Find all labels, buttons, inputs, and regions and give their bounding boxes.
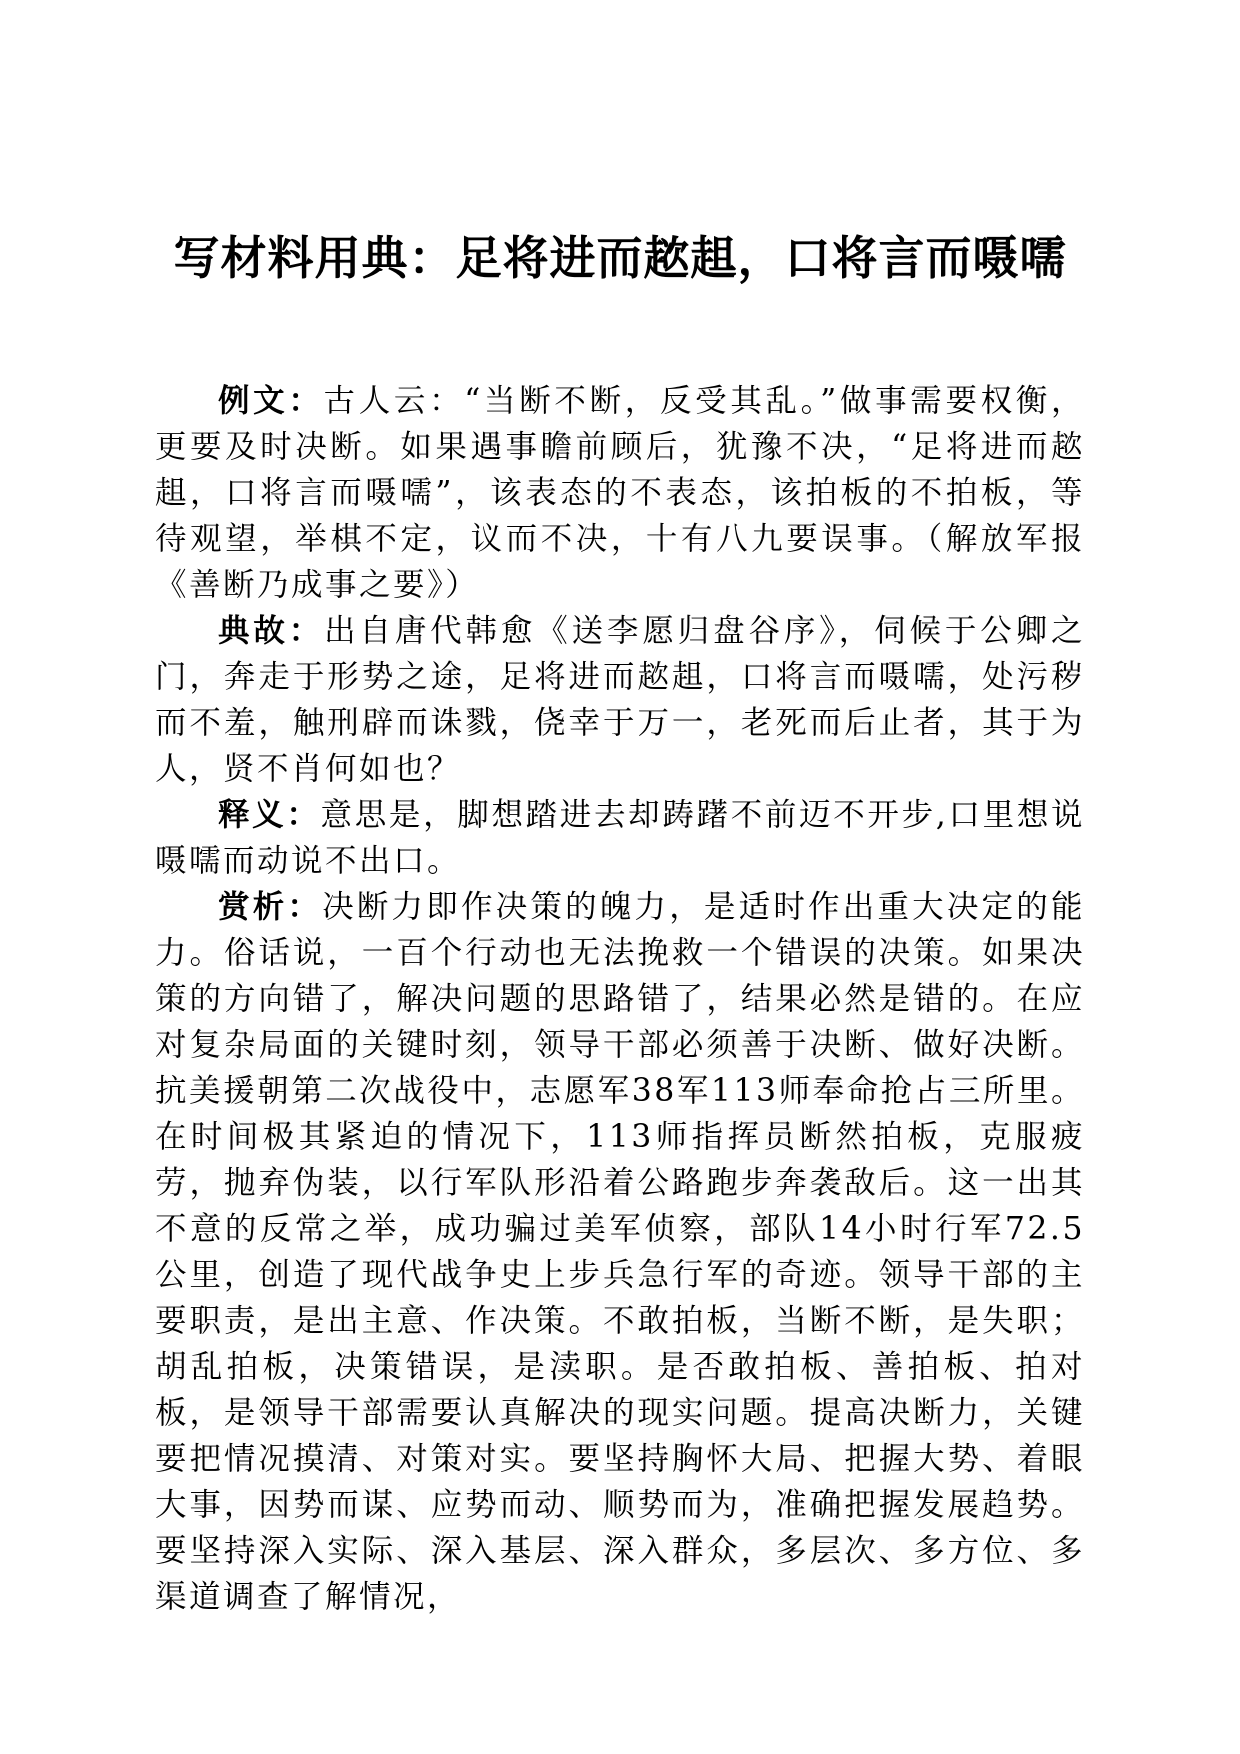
document-title: 写材料用典：足将进而趑趄，口将言而嗫嚅 (173, 231, 1067, 285)
section-text-appreciation: 决断力即作决策的魄力，是适时作出重大决定的能力。俗话说，一百个行动也无法挽救一个错误的决策。如果决策的方向错了，解决问题的思路错了，结果必然是错的。在应对复杂局面的关键时刻，领导干部必须善于决断、做好决断。抗美援朝第二次战役中，志愿军38军113师奉命抢占三所里。在时间极其紧迫的情况下，113师指挥员断然拍板，克服疲劳，抛弃伪装，以行军队形沿着公路跑步奔袭敌后。这一出其不意的反常之举，成功骗过美军侦察，部队14小时行军72.5公里，创造了现代战争史上步兵急行军的奇迹。领导干部的主要职责，是出主意、作决策。不敢拍板，当断不断，是失职；胡乱拍板，决策错误，是渎职。是否敢拍板、善拍板、拍对板，是领导干部需要认真解决的现实问题。提高决断力，关键要把情况摸清、对策对实。要坚持胸怀大局、把握大势、着眼大事，因势而谋、应势而动、顺势而为，准确把握发展趋势。要坚持深入实际、深入基层、深入群众，多层次、多方位、多渠道调查了解情况， (155, 889, 1085, 1615)
section-label-meaning: 释义： (218, 796, 321, 833)
section-text-meaning: 意思是，脚想踏进去却踌躇不前迈不开步,口里想说嗫嚅而动说不出口。 (155, 797, 1085, 879)
document-body (155, 378, 1085, 1620)
paragraph-meaning (155, 792, 1085, 884)
section-label-example: 例文： (218, 382, 324, 419)
section-text-example: 古人云：“当断不断，反受其乱。”做事需要权衡，更要及时决断。如果遇事瞻前顾后，犹豫不决，“足将进而趑趄，口将言而嗫嚅”，该表态的不表态，该拍板的不拍板，等待观望，举棋不定，议而不决，十有八九要误事。（解放军报《善断乃成事之要》） (155, 383, 1085, 603)
paragraph-allusion (155, 608, 1085, 792)
section-text-allusion: 出自唐代韩愈《送李愿归盘谷序》，伺候于公卿之门，奔走于形势之途，足将进而趑趄，口将言而嗫嚅，处污秽而不羞，触刑辟而诛戮，侥幸于万一，老死而后止者，其于为人，贤不肖何如也？ (155, 613, 1085, 787)
section-label-appreciation: 赏析： (218, 888, 323, 925)
paragraph-appreciation (155, 884, 1085, 1620)
section-label-allusion: 典故： (218, 612, 325, 649)
paragraph-example (155, 378, 1085, 608)
